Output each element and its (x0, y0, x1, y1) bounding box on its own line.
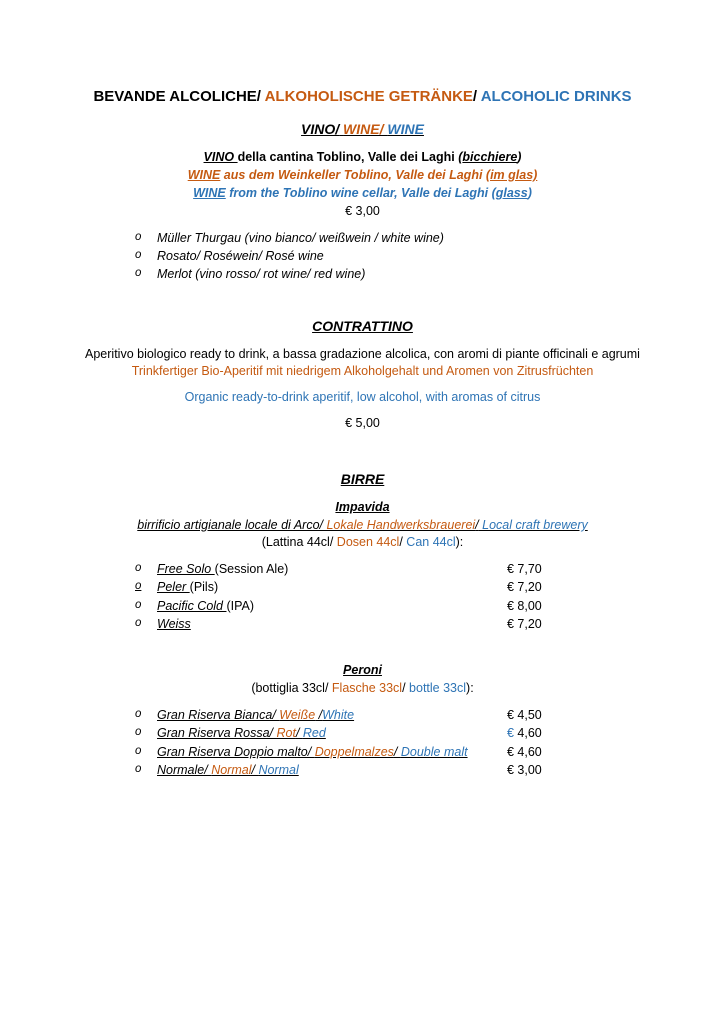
title-de: ALKOHOLISCHE GETRÄNKE (264, 88, 473, 105)
peroni-title: Peroni (343, 663, 382, 677)
page-title (0, 88, 725, 105)
wine-line-it: VINO della cantina Toblino, Valle dei Laghi (bicchiere) (203, 150, 522, 164)
bullet-icon: o (135, 763, 142, 775)
impavida-brewery: birrificio artigianale locale di Arco/ Lokale Handwerksbrauerei/ Local craft brewery (137, 518, 588, 532)
bullet-icon: o (135, 231, 142, 243)
title-sep: / (472, 88, 478, 105)
bullet-icon: o (135, 580, 142, 592)
wine-line-de: WINE aus dem Weinkeller Toblino, Valle dei Laghi (im glas) (187, 168, 538, 182)
contrattino-desc-en: Organic ready-to-drink aperitif, low alcohol, with aromas of citrus (184, 390, 541, 404)
wine-heading: VINO/ WINE/ WINE (301, 121, 424, 137)
bullet-icon: o (135, 617, 142, 629)
contrattino-desc-de: Trinkfertiger Bio-Aperitif mit niedrigem Alkoholgehalt und Aromen von Zitrusfrüchten (131, 364, 594, 378)
bullet-icon: o (135, 267, 142, 279)
bullet-icon: o (135, 708, 142, 720)
bullet-icon: o (135, 562, 142, 574)
wine-line-en: WINE from the Toblino wine cellar, Valle dei Laghi (glass) (193, 186, 532, 200)
birre-heading: BIRRE (340, 471, 385, 487)
title-en: ALCOHOLIC DRINKS (480, 88, 632, 105)
contrattino-price: € 5,00 (345, 416, 380, 430)
bullet-icon: o (135, 599, 142, 611)
wine-price: € 3,00 (345, 204, 380, 218)
bullet-icon: o (135, 249, 142, 261)
impavida-format: (Lattina 44cl/ Dosen 44cl/ Can 44cl): (261, 535, 464, 549)
contrattino-heading: CONTRATTINO (312, 318, 413, 334)
impavida-title: Impavida (335, 500, 390, 514)
bullet-icon: o (135, 745, 142, 757)
title-it: BEVANDE ALCOLICHE/ (93, 88, 261, 105)
contrattino-desc-it: Aperitivo biologico ready to drink, a bassa gradazione alcolica, con aromi di piante officinali e agrumi (85, 347, 640, 361)
peroni-format: (bottiglia 33cl/ Flasche 33cl/ bottle 33cl): (251, 681, 474, 695)
bullet-icon: o (135, 726, 142, 738)
